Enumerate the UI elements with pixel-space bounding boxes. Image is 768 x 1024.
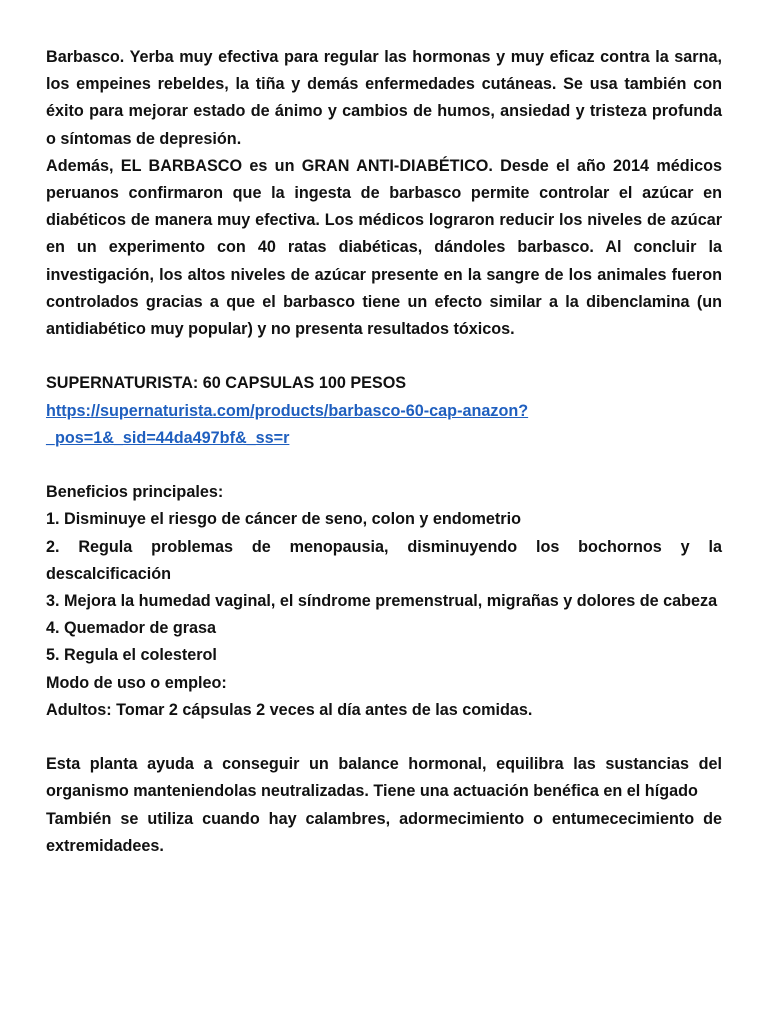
- usage-heading: Modo de uso o empleo:: [46, 673, 227, 692]
- benefit-item: 3. Mejora la humedad vaginal, el síndrome premenstrual, migrañas y dolores de cabeza: [46, 592, 718, 611]
- spacer: [46, 343, 722, 370]
- spacer: [46, 452, 722, 479]
- product-link[interactable]: [46, 398, 722, 452]
- benefit-item: 5. Regula el colesterol: [46, 646, 217, 665]
- product-line: SUPERNATURISTA: 60 CAPSULAS 100 PESOS: [46, 374, 407, 393]
- intro-paragraph: Barbasco. Yerba muy efectiva para regular las hormonas y muy eficaz contra la sarna, los empeines rebeldes, la tiña y demás enfermedades cutáneas. Se usa también con éxito para mejorar estado de ánimo y cambios de humos, ansiedad y tristeza profunda o síntomas de depresión.: [46, 48, 722, 148]
- product-link-line-2: _pos=1&_sid=44da497bf&_ss=r: [46, 428, 290, 447]
- document-page: [46, 44, 722, 860]
- benefit-item: 1. Disminuye el riesgo de cáncer de seno, colon y endometrio: [46, 510, 521, 529]
- product-link-line-1: https://supernaturista.com/products/barbasco-60-cap-anazon?: [46, 401, 529, 420]
- benefit-item: 4. Quemador de grasa: [46, 619, 217, 638]
- spacer: [46, 724, 722, 751]
- benefit-item: 2. Regula problemas de menopausia, disminuyendo los bochornos y la descalcificación: [46, 537, 722, 583]
- usage-text: Adultos: Tomar 2 cápsulas 2 veces al día antes de las comidas.: [46, 700, 533, 719]
- benefits-heading: Beneficios principales:: [46, 483, 224, 502]
- cramps-paragraph: También se utiliza cuando hay calambres, adormecimiento o entumececimiento de extremidadees.: [46, 809, 722, 855]
- balance-paragraph: Esta planta ayuda a conseguir un balance hormonal, equilibra las sustancias del organismo manteniendolas neutralizadas. Tiene una actuación benéfica en el hígado: [46, 755, 722, 801]
- diabetes-paragraph: Además, EL BARBASCO es un GRAN ANTI-DIABÉTICO. Desde el año 2014 médicos peruanos confirmaron que la ingesta de barbasco permite controlar el azúcar en diabéticos de manera muy efectiva. Los médicos lograron reducir los niveles de azúcar en un experimento con 40 ratas diabéticas, dándoles barbasco. Al concluir la investigación, los altos niveles de azúcar presente en la sangre de los animales fueron controlados gracias a que el barbasco tiene un efecto similar a la dibenclamina (un antidiabético muy popular) y no presenta resultados tóxicos.: [46, 156, 722, 339]
